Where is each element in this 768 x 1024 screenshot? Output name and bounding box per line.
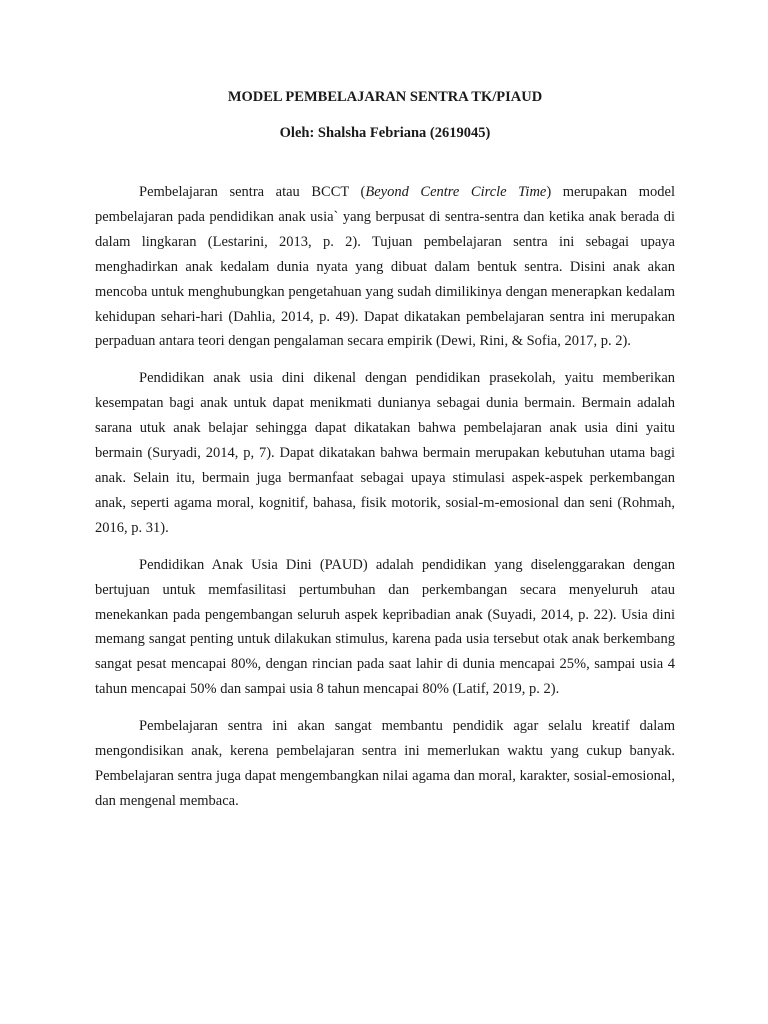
paragraph-4: Pembelajaran sentra ini akan sangat membantu pendidik agar selalu kreatif dalam mengondisikan anak, kerena pembelajaran sentra ini memerlukan waktu yang cukup banyak. Pembelajaran sentra juga dapat mengembangkan nilai agama dan moral, karakter, sosial-emosional, dan mengenal membaca. [95,718,675,809]
paragraph-1-text-start: Pembelajaran sentra atau BCCT ( [139,184,366,200]
paragraph-2: Pendidikan anak usia dini dikenal dengan pendidikan prasekolah, yaitu memberikan kesempatan bagi anak untuk dapat menikmati dunianya sebagai dunia bermain. Bermain adalah sarana utuk anak belajar sehingga dapat dikatakan bahwa pembelajaran anak usia dini yaitu bermain (Suryadi, 2014, p, 7). Dapat dikatakan bahwa bermain merupakan kebutuhan utama bagi anak. Selain itu, bermain juga bermanfaat sebagai upaya stimulasi aspek-aspek perkembangan anak, seperti agama moral, kognitif, bahasa, fisik motorik, sosial-m-emosional dan seni (Rohmah, 2016, p. 31). [95,370,675,536]
paragraph-1-text-end: ) merupakan model pembelajaran pada pendidikan anak usia` yang berpusat di sentra-sentra dan ketika anak berada di dalam lingkaran (Lestarini, 2013, p. 2). Tujuan pembelajaran sentra ini sebagai upaya menghadirkan anak kedalam dunia nyata yang dibuat dalam bentuk sentra. Disini anak akan mencoba untuk menghubungkan pengetahuan yang sudah dimilikinya dengan menerapkan kedalam kehidupan sehari-hari (Dahlia, 2014, p. 49). Dapat dikatakan pembelajaran sentra ini merupakan perpaduan antara teori dengan pengalaman secara empirik (Dewi, Rini, & Sofia, 2017, p. 2). [95,184,675,350]
document-title: MODEL PEMBELAJARAN SENTRA TK/PIAUD [227,89,543,105]
document-body [95,180,675,814]
paragraph-1-italic-term: Beyond Centre Circle Time [365,184,547,200]
document-author: Oleh: Shalsha Febriana (2619045) [279,125,491,141]
paragraph-3: Pendidikan Anak Usia Dini (PAUD) adalah pendidikan yang diselenggarakan dengan bertujuan untuk memfasilitasi pertumbuhan dan perkembangan secara menyeluruh atau menekankan pada pengembangan seluruh aspek kepribadian anak (Suyadi, 2014, p. 22). Usia dini memang sangat penting untuk dilakukan stimulus, karena pada usia tersebut otak anak berkembang sangat pesat mencapai 80%, dengan rincian pada saat lahir di dunia mencapai 25%, sampai usia 4 tahun mencapai 50% dan sampai usia 8 tahun mencapai 80% (Latif, 2019, p. 2). [95,556,675,698]
paragraph-1 [95,180,675,354]
document-page [95,88,675,826]
